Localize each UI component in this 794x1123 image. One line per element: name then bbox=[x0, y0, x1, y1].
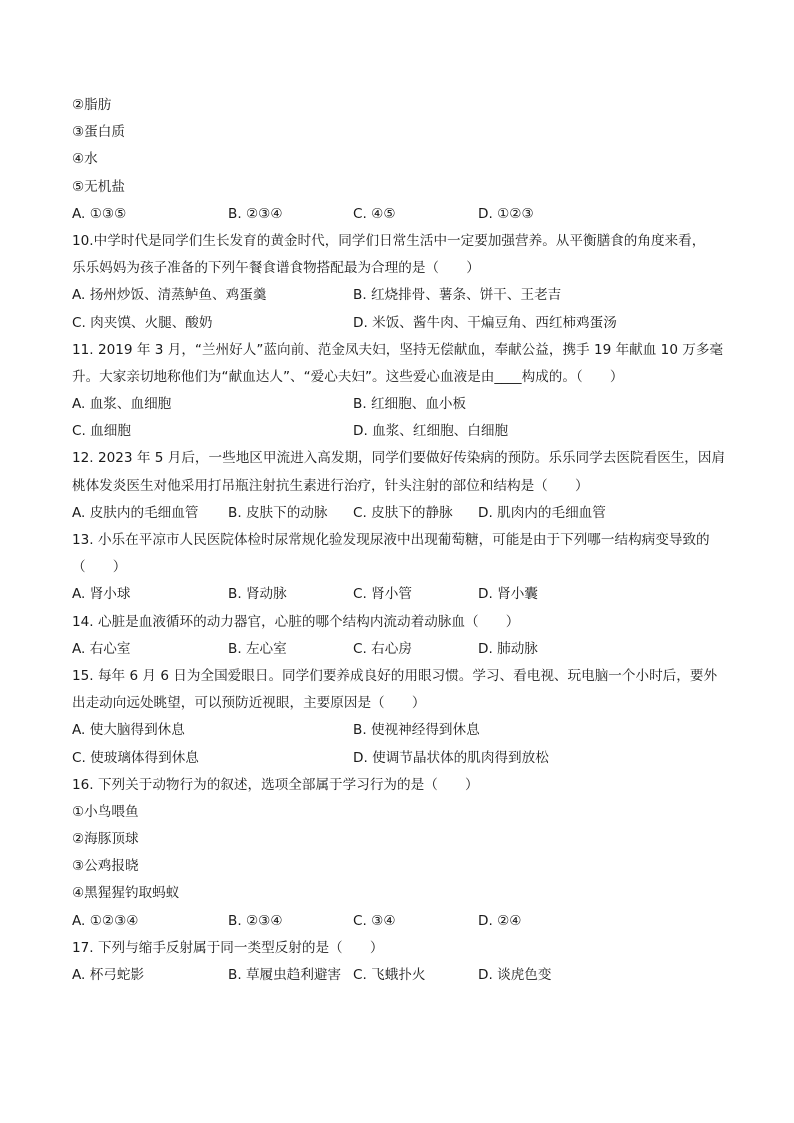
text-line: 17. 下列与缩手反射属于同一类型反射的是（ ） bbox=[72, 939, 384, 956]
option-row bbox=[72, 391, 732, 418]
answer-option: B. ②③④ bbox=[228, 205, 283, 222]
answer-option: A. 皮肤内的毛细血管 bbox=[72, 504, 199, 521]
text-line: 桃体发炎医生对他采用打吊瓶注射抗生素进行治疗，针头注射的部位和结构是（ ） bbox=[72, 477, 589, 494]
answer-option: B. 左心室 bbox=[228, 640, 287, 657]
text-line: 10.中学时代是同学们生长发育的黄金时代，同学们日常生活中一定要加强营养。从平衡膳食的角度来看， bbox=[72, 232, 706, 249]
option-row bbox=[72, 908, 732, 935]
answer-option: C. ④⑤ bbox=[353, 205, 396, 222]
answer-option: A. 右心室 bbox=[72, 640, 131, 657]
answer-option: B. 使视神经得到休息 bbox=[353, 722, 480, 739]
answer-option: A. 杯弓蛇影 bbox=[72, 967, 145, 983]
text-line: 11. 2019 年 3 月，“兰州好人”蓝向前、范金凤夫妇，坚持无偿献血，奉献公益，携手 19 年献血 10 万多毫 bbox=[72, 341, 724, 358]
answer-option: B. 肾动脉 bbox=[228, 586, 287, 603]
answer-option: C. 血细胞 bbox=[72, 423, 131, 440]
option-row bbox=[72, 282, 732, 309]
option-row bbox=[72, 717, 732, 744]
answer-option: B. 红烧排骨、薯条、饼干、王老吉 bbox=[353, 287, 562, 304]
text-line: 12. 2023 年 5 月后，一些地区甲流进入高发期，同学们要做好传染病的预防。乐乐同学去医院看医生，因肩 bbox=[72, 450, 726, 467]
text-line: 出走动向远处眺望，可以预防近视眼，主要原因是（ ） bbox=[72, 695, 426, 712]
option-row bbox=[72, 962, 732, 989]
option-row bbox=[72, 636, 732, 663]
text-line: ④水 bbox=[72, 151, 98, 168]
option-row bbox=[72, 201, 732, 228]
option-row bbox=[72, 581, 732, 608]
text-line: ②海豚顶球 bbox=[72, 831, 139, 848]
answer-option: A. 扬州炒饭、清蒸鲈鱼、鸡蛋羹 bbox=[72, 287, 267, 304]
answer-option: C. 皮肤下的静脉 bbox=[353, 504, 453, 521]
answer-option: C. 飞蛾扑火 bbox=[353, 967, 426, 983]
answer-option: B. ②③④ bbox=[228, 912, 283, 929]
answer-option: A. ①③⑤ bbox=[72, 205, 127, 222]
text-line: ④黑猩猩钓取蚂蚁 bbox=[72, 885, 180, 902]
answer-option: A. 血浆、血细胞 bbox=[72, 396, 172, 413]
answer-option: D. ②④ bbox=[478, 912, 522, 929]
text-line: 16. 下列关于动物行为的叙述，选项全部属于学习行为的是（ ） bbox=[72, 776, 479, 793]
answer-option: C. 右心房 bbox=[353, 640, 412, 657]
answer-option: B. 红细胞、血小板 bbox=[353, 396, 467, 413]
answer-option: A. 肾小球 bbox=[72, 586, 131, 603]
text-line: ⑤无机盐 bbox=[72, 178, 125, 195]
answer-option: A. ①②③④ bbox=[72, 912, 139, 929]
text-line: 15. 每年 6 月 6 日为全国爱眼日。同学们要养成良好的用眼习惯。学习、看电视、玩电脑一个小时后，要外 bbox=[72, 667, 718, 684]
text-line: 14. 心脏是血液循环的动力器官，心脏的哪个结构内流动着动脉血（ ） bbox=[72, 613, 520, 630]
answer-option: B. 草履虫趋利避害 bbox=[228, 967, 342, 983]
answer-option: B. 皮肤下的动脉 bbox=[228, 504, 328, 521]
answer-option: D. 肾小囊 bbox=[478, 586, 538, 603]
answer-option: D. ①②③ bbox=[478, 205, 534, 222]
text-line: ①小鸟喂鱼 bbox=[72, 803, 139, 820]
answer-option: C. 肉夹馍、火腿、酸奶 bbox=[72, 314, 213, 331]
option-row bbox=[72, 310, 732, 337]
text-line: ②脂肪 bbox=[72, 97, 112, 113]
answer-option: D. 谈虎色变 bbox=[478, 967, 552, 983]
text-line: ③公鸡报晓 bbox=[72, 858, 139, 875]
text-line: 乐乐妈妈为孩子准备的下列午餐食谱食物搭配最为合理的是（ ） bbox=[72, 260, 480, 277]
text-line: ③蛋白质 bbox=[72, 124, 125, 141]
answer-option: D. 使调节晶状体的肌肉得到放松 bbox=[353, 749, 549, 766]
answer-option: C. 肾小管 bbox=[353, 586, 412, 603]
answer-option: A. 使大脑得到休息 bbox=[72, 722, 185, 739]
answer-option: C. ③④ bbox=[353, 912, 396, 929]
answer-option: D. 血浆、红细胞、白细胞 bbox=[353, 423, 509, 440]
text-line: 升。大家亲切地称他们为“献血达人”、“爱心夫妇”。这些爱心血液是由____构成的。（ ） bbox=[72, 368, 624, 385]
option-row bbox=[72, 745, 732, 772]
document-body bbox=[72, 92, 732, 989]
answer-option: D. 米饭、酱牛肉、干煸豆角、西红柿鸡蛋汤 bbox=[353, 314, 617, 331]
answer-option: D. 肌肉内的毛细血管 bbox=[478, 504, 606, 521]
answer-option: C. 使玻璃体得到休息 bbox=[72, 749, 199, 766]
text-line: 13. 小乐在平凉市人民医院体检时尿常规化验发现尿液中出现葡萄糖，可能是由于下列哪一结构病变导致的 bbox=[72, 532, 710, 548]
option-row bbox=[72, 418, 732, 445]
answer-option: D. 肺动脉 bbox=[478, 640, 538, 657]
option-row bbox=[72, 500, 732, 527]
text-line: （ ） bbox=[72, 559, 127, 576]
